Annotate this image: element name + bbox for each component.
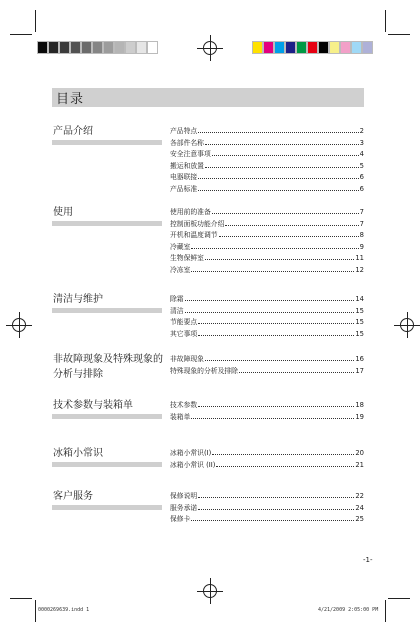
toc-entry[interactable] (170, 126, 364, 138)
dot-leader (191, 520, 354, 521)
section-title: 技术参数与装箱单 (53, 400, 133, 411)
toc-entry[interactable] (170, 138, 364, 150)
dot-leader (198, 406, 354, 407)
footer-file: 0000269639.indd 1 (38, 607, 90, 613)
section-rule (52, 505, 162, 510)
toc-entry[interactable] (170, 503, 364, 515)
registration-mark-left (6, 312, 32, 338)
toc-entry[interactable] (170, 448, 364, 460)
toc-entry-list (170, 400, 364, 423)
dot-leader (198, 335, 354, 336)
dot-leader (191, 271, 354, 272)
dot-leader (212, 213, 359, 214)
dot-leader (219, 236, 359, 237)
registration-mark-bottom (197, 578, 223, 604)
toc-title-bar (52, 88, 364, 107)
color-swatch (351, 41, 362, 54)
crop-mark (388, 34, 410, 35)
section-heading (52, 446, 164, 467)
toc-entry-page: 19 (355, 412, 364, 421)
toc-entry-page: 17 (355, 366, 364, 375)
toc-entry-list (170, 491, 364, 526)
toc-entry[interactable] (170, 412, 364, 424)
toc-entry-page: 2 (359, 127, 364, 135)
section-rule (52, 308, 162, 313)
dot-leader (198, 190, 358, 191)
dot-leader (198, 509, 354, 510)
toc-entry-label: 产品标准 (170, 184, 198, 193)
toc-entry-page: 11 (355, 254, 364, 262)
toc-entry-list (170, 448, 364, 471)
color-swatch (147, 41, 158, 54)
toc-entry-label: 清洁 (170, 306, 184, 315)
toc-entry[interactable] (170, 329, 364, 341)
dot-leader (205, 360, 354, 361)
toc-entry[interactable] (170, 172, 364, 184)
color-swatch (296, 41, 307, 54)
toc-entry-list (170, 354, 364, 377)
crop-mark (385, 10, 386, 32)
toc-entry[interactable] (170, 400, 364, 412)
toc-entry-page: 21 (355, 460, 364, 469)
toc-entry-page: 16 (355, 355, 364, 363)
toc-entry-label: 各部件名称 (170, 138, 204, 147)
toc-entry-label: 使用前的准备 (170, 208, 211, 216)
toc-entry[interactable] (170, 149, 364, 161)
toc-entry[interactable] (170, 253, 364, 265)
toc-entry[interactable] (170, 161, 364, 173)
color-swatch (252, 41, 263, 54)
toc-entry[interactable] (170, 366, 364, 378)
toc-entry-page: 5 (359, 161, 364, 170)
page-title: 目录 (56, 92, 85, 107)
section-title: 产品介绍 (53, 126, 93, 137)
toc-entry-page: 25 (355, 515, 364, 523)
toc-entry-label: 生物保鲜室 (170, 254, 204, 262)
color-swatch (136, 41, 147, 54)
toc-entry-label: 电器联接 (170, 173, 198, 181)
toc-entry-page: 4 (359, 150, 364, 158)
toc-entry-page: 6 (359, 173, 364, 181)
grayscale-bar (37, 41, 158, 54)
toc-entry[interactable] (170, 317, 364, 329)
toc-entry-page: 7 (359, 219, 364, 228)
section-rule (52, 140, 162, 145)
toc-entry-label: 特殊现象的分析及排除 (170, 366, 238, 375)
color-bar (252, 41, 373, 54)
toc-entry[interactable] (170, 306, 364, 318)
color-swatch (318, 41, 329, 54)
footer-timestamp: 4/21/2009 2:05:00 PM (318, 607, 379, 613)
section-rule (52, 462, 162, 467)
toc-entry[interactable] (170, 294, 364, 306)
toc-entry-page: 7 (359, 208, 364, 216)
toc-entry-label: 冰箱小常识(I) (170, 449, 212, 457)
dot-leader (185, 300, 355, 301)
section-heading (52, 398, 164, 419)
crop-mark (35, 10, 36, 32)
toc-entry[interactable] (170, 491, 364, 503)
toc-entry-label: 技术参数 (170, 401, 198, 409)
toc-entry-label: 冷藏室 (170, 242, 191, 251)
dot-leader (212, 155, 359, 156)
toc-entry-label: 装箱单 (170, 412, 191, 421)
toc-entry-page: 6 (359, 184, 364, 193)
dot-leader (198, 323, 354, 324)
color-swatch (274, 41, 285, 54)
dot-leader (205, 167, 359, 168)
toc-entry-page: 15 (355, 329, 364, 338)
crop-mark (35, 600, 36, 622)
toc-entry[interactable] (170, 242, 364, 254)
toc-entry-label: 除霜 (170, 295, 184, 303)
toc-entry-page: 18 (355, 401, 364, 409)
dot-leader (225, 225, 358, 226)
section-title: 分析与排除 (53, 369, 103, 380)
color-swatch (59, 41, 70, 54)
dot-leader (191, 248, 358, 249)
section-rule (52, 221, 162, 226)
toc-entry-page: 20 (355, 449, 364, 457)
section-heading (52, 352, 164, 382)
toc-entry[interactable] (170, 184, 364, 196)
toc-entry[interactable] (170, 219, 364, 231)
toc-entry-label: 控制面板功能介绍 (170, 219, 225, 228)
dot-leader (198, 497, 354, 498)
registration-mark-right (394, 312, 420, 338)
registration-mark-top (197, 35, 223, 61)
color-swatch (114, 41, 125, 54)
color-swatch (70, 41, 81, 54)
page-number: -1- (363, 556, 373, 564)
crop-mark (10, 598, 32, 599)
section-title: 使用 (53, 207, 73, 218)
toc-entry-label: 搬运和放置 (170, 161, 204, 170)
section-heading (52, 292, 164, 313)
dot-leader (216, 466, 354, 467)
toc-entry-page: 15 (355, 306, 364, 315)
toc-entry-label: 冰箱小常识 (II) (170, 460, 216, 469)
toc-entry-label: 开机和温度调节 (170, 231, 218, 239)
dot-leader (191, 418, 354, 419)
toc-entry-page: 8 (359, 231, 364, 239)
toc-entry-label: 冷冻室 (170, 265, 191, 274)
color-swatch (307, 41, 318, 54)
color-swatch (125, 41, 136, 54)
dot-leader (198, 178, 358, 179)
section-heading (52, 489, 164, 510)
crop-mark (385, 600, 386, 622)
section-title: 客户服务 (53, 491, 93, 502)
section-title: 冰箱小常识 (53, 448, 103, 459)
toc-entry[interactable] (170, 460, 364, 472)
section-rule (52, 414, 162, 419)
toc-entry-list (170, 294, 364, 340)
toc-entry-page: 24 (355, 503, 364, 512)
dot-leader (212, 454, 354, 455)
color-swatch (362, 41, 373, 54)
dot-leader (205, 259, 354, 260)
toc-entry-list (170, 126, 364, 195)
color-swatch (285, 41, 296, 54)
toc-entry-page: 22 (355, 492, 364, 500)
toc-entry[interactable] (170, 514, 364, 526)
toc-entry-label: 节能要点 (170, 318, 198, 326)
toc-entry-page: 3 (359, 138, 364, 147)
color-swatch (263, 41, 274, 54)
toc-entry-label: 服务承诺 (170, 503, 198, 512)
toc-entry-list (170, 207, 364, 276)
toc-entry-label: 其它事项 (170, 329, 198, 338)
toc-entry-label: 安全注意事项 (170, 150, 211, 158)
color-swatch (329, 41, 340, 54)
toc-entry-label: 非故障现象 (170, 355, 204, 363)
section-heading (52, 205, 164, 226)
section-title: 非故障现象及特殊现象的 (53, 354, 163, 365)
toc-entry[interactable] (170, 230, 364, 242)
toc-entry-label: 产品特点 (170, 127, 198, 135)
color-swatch (103, 41, 114, 54)
dot-leader (185, 312, 355, 313)
color-swatch (37, 41, 48, 54)
color-swatch (81, 41, 92, 54)
toc-entry[interactable] (170, 354, 364, 366)
color-swatch (48, 41, 59, 54)
section-heading (52, 124, 164, 145)
color-swatch (92, 41, 103, 54)
toc-entry-page: 14 (355, 295, 364, 303)
toc-entry-label: 保修说明 (170, 492, 198, 500)
toc-entry-label: 保修卡 (170, 515, 191, 523)
toc-entry[interactable] (170, 207, 364, 219)
dot-leader (239, 372, 354, 373)
section-title: 清洁与维护 (53, 294, 103, 305)
toc-entry-page: 9 (359, 242, 364, 251)
toc-entry-page: 15 (355, 318, 364, 326)
crop-mark (388, 598, 410, 599)
color-swatch (340, 41, 351, 54)
dot-leader (205, 144, 359, 145)
toc-entry-page: 12 (355, 265, 364, 274)
crop-mark (10, 34, 32, 35)
dot-leader (198, 132, 358, 133)
toc-entry[interactable] (170, 265, 364, 277)
